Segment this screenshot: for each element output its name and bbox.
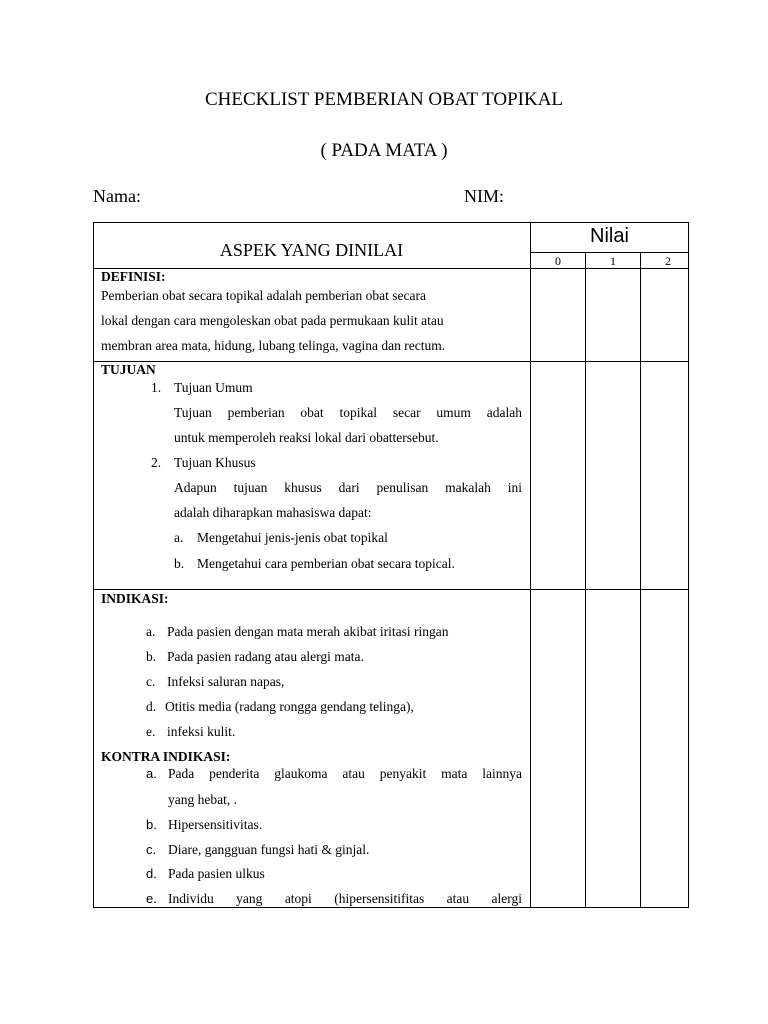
list-item: Pada pasien ulkus [168,866,265,881]
column-divider-score-2 [640,252,641,908]
list-marker: b. [146,649,157,664]
score-column-2: 2 [665,254,671,268]
tujuan-khusus-marker: 2. [151,455,162,470]
indikasi-title: INDIKASI: [101,591,169,606]
list-marker: d. [146,866,157,881]
score-column-1: 1 [610,254,616,268]
list-item-continuation: yang hebat, . [168,792,237,807]
list-item: Otitis media (radang rongga gendang telinga), [165,699,414,714]
list-item: Infeksi saluran napas, [167,674,285,689]
list-marker: b. [146,817,157,832]
score-column-0: 0 [555,254,561,268]
definisi-line: membran area mata, hidung, lubang telinga, vagina dan rectum. [101,338,446,353]
score-column-header: Nilai [590,225,629,247]
list-item: Mengetahui jenis-jenis obat topikal [197,530,388,545]
list-item: Mengetahui cara pemberian obat secara topical. [197,556,455,571]
list-marker: a. [174,530,184,545]
name-label: Nama: [93,186,141,206]
definisi-line: Pemberian obat secara topikal adalah pemberian obat secara [101,288,426,303]
tujuan-khusus-title: Tujuan Khusus [174,455,256,470]
list-marker: c. [146,842,157,857]
list-marker: a. [146,624,156,639]
column-divider-score-1 [585,252,586,908]
list-marker: b. [174,556,185,571]
score-header-divider [530,252,689,253]
tujuan-umum-line: Tujuan pemberian obat topikal secar umum adalah [174,405,522,420]
tujuan-umum-title: Tujuan Umum [174,380,253,395]
row-divider-tujuan [93,589,689,590]
list-item: Pada pasien dengan mata merah akibat iritasi ringan [167,624,449,639]
tujuan-umum-marker: 1. [151,380,162,395]
document-title: CHECKLIST PEMBERIAN OBAT TOPIKAL [204,89,564,110]
list-marker: e. [146,724,156,739]
list-item: Pada penderita glaukoma atau penyakit mata lainnya [168,766,522,781]
list-item: infeksi kulit. [167,724,236,739]
nim-label: NIM: [464,186,504,206]
column-divider-aspek [530,222,531,908]
list-item: Pada pasien radang atau alergi mata. [167,649,364,664]
tujuan-khusus-line: adalah diharapkan mahasiswa dapat: [174,505,372,520]
definisi-line: lokal dengan cara mengoleskan obat pada permukaan kulit atau [101,313,444,328]
list-marker: e. [146,891,157,906]
document-subtitle: ( PADA MATA ) [320,140,448,161]
list-marker: a. [146,766,157,781]
row-divider-definisi [93,361,689,362]
list-item: Hipersensitivitas. [168,817,263,832]
tujuan-title: TUJUAN [101,362,156,377]
list-marker: c. [146,674,156,689]
list-item: Diare, gangguan fungsi hati & ginjal. [168,842,370,857]
definisi-title: DEFINISI: [101,269,166,284]
list-item: Individu yang atopi (hipersensitifitas atau alergi [168,891,522,906]
tujuan-khusus-line: Adapun tujuan khusus dari penulisan makalah ini [174,480,522,495]
aspect-column-header: ASPEK YANG DINILAI [219,240,404,260]
tujuan-umum-line: untuk memperoleh reaksi lokal dari obattersebut. [174,430,439,445]
list-marker: d. [146,699,157,714]
kontra-indikasi-title: KONTRA INDIKASI: [101,749,231,764]
